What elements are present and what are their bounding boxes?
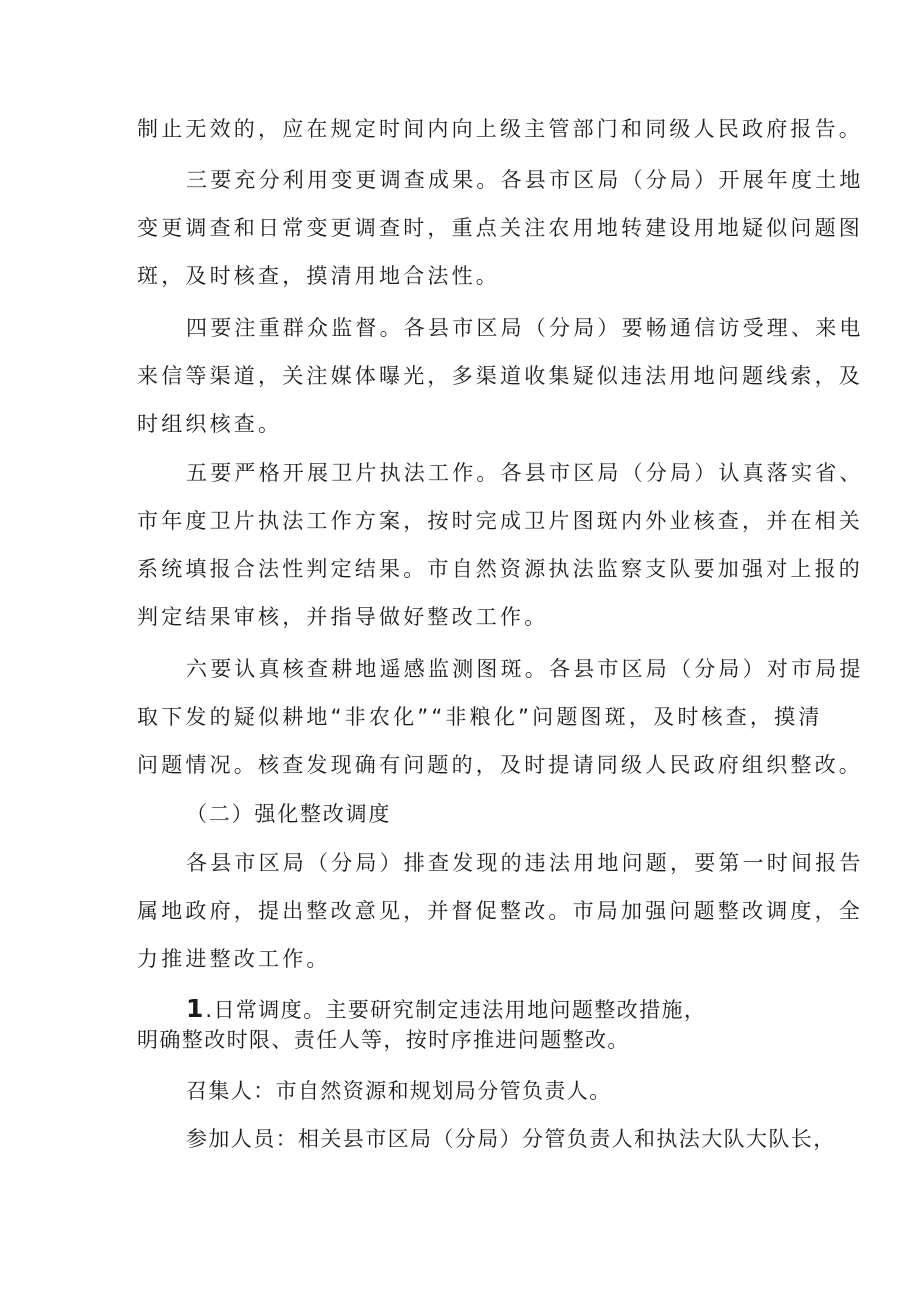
paragraph-line: 变更调查和日常变更调查时，重点关注农用地转建设用地疑似问题图 <box>137 216 863 240</box>
paragraph-line: 六要认真核查耕地遥感监测图斑。各县市区局（分局）对市局提 <box>186 657 864 681</box>
paragraph-line: 时组织核查。 <box>137 412 283 436</box>
paragraph-line: 斑，及时核查，摸清用地合法性。 <box>137 264 500 288</box>
paragraph-line: 市年度卫片执法工作方案，按时完成卫片图斑内外业核查，并在相关 <box>137 509 863 533</box>
paragraph-line: 五要严格开展卫片执法工作。各县市区局（分局）认真落实省、 <box>186 461 864 485</box>
paragraph-line: 来信等渠道，关注媒体曝光，多渠道收集疑似违法用地问题线索，及 <box>137 364 863 388</box>
list-item-text: .日常调度。主要研究制定违法用地问题整改措施， <box>205 998 707 1022</box>
paragraph-line: 制止无效的，应在规定时间内向上级主管部门和同级人民政府报告。 <box>137 117 863 141</box>
section-heading: （二）强化整改调度 <box>186 802 392 826</box>
convener-line: 召集人：市自然资源和规划局分管负责人。 <box>186 1079 612 1103</box>
list-item-continuation: 明确整改时限、责任人等，按时序推进问题整改。 <box>137 1028 630 1052</box>
paragraph-line: 三要充分利用变更调查成果。各县市区局（分局）开展年度土地 <box>186 168 864 192</box>
paragraph-line: 判定结果审核，并指导做好整改工作。 <box>137 605 549 629</box>
list-item-number: 1 <box>186 994 206 1023</box>
participants-line: 参加人员：相关县市区局（分局）分管负责人和执法大队大队长， <box>186 1127 836 1151</box>
paragraph-line: 系统填报合法性判定结果。市自然资源执法监察支队要加强对上报的 <box>137 557 863 581</box>
paragraph-line: 各县市区局（分局）排查发现的违法用地问题，要第一时间报告 <box>186 851 864 875</box>
paragraph-line: 力推进整改工作。 <box>137 947 331 971</box>
paragraph-line: 问题情况。核查发现确有问题的，及时提请同级人民政府组织整改。 <box>137 753 863 777</box>
list-item-1 <box>186 995 706 1024</box>
paragraph-line: 属地政府，提出整改意见，并督促整改。市局加强问题整改调度，全 <box>137 899 863 923</box>
paragraph-line: 取下发的疑似耕地“非农化”“非粮化”问题图斑，及时核查，摸清 <box>137 705 823 729</box>
paragraph-line: 四要注重群众监督。各县市区局（分局）要畅通信访受理、来电 <box>186 316 864 340</box>
